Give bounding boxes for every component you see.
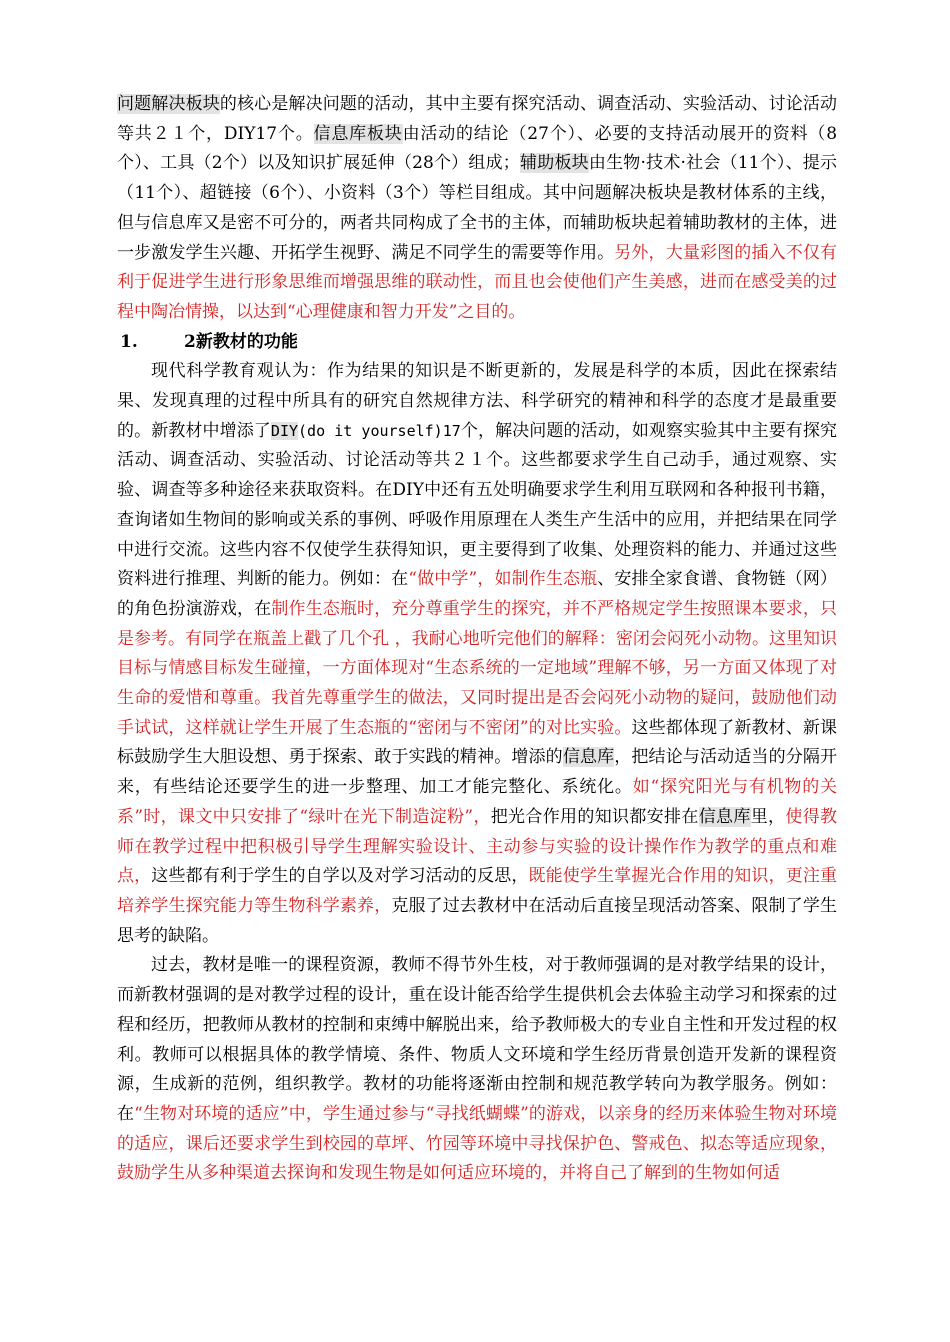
text-run: 这些都有利于学生的自学以及对学习活动的反思， [151, 866, 529, 887]
text-run: 、安排全家食谱、食物链（网）的角色扮演游戏，在 [117, 569, 838, 619]
red-text-run: 既能使学生掌握光合作用的知识，更注重培养学生探究能力等生物科学素养， [117, 866, 838, 916]
paragraph-function [117, 357, 837, 951]
text-run: 里， [750, 806, 786, 827]
paragraph-modules [117, 90, 837, 328]
highlight-diy: DIY [270, 421, 299, 440]
text-run: 由活动的结论（27个）、必要的支持活动展开的资料（8个）、工具（2个）以及知识扩展延伸（28个）组成； [117, 123, 838, 174]
text-run: 的核心是解决问题的活动，其中主要有探究活动、调查活动、实验活动、讨论活动等共２１个，DIY17个。 [117, 94, 838, 144]
heading-text: 2新教材的功能 [184, 331, 298, 352]
document-page [117, 90, 837, 1189]
red-text-run: 另外，大量彩图的插入不仅有利于促进学生进行形象思维而增强思维的联动性，而且也会使他们产生美感，进而在感受美的过程中陶冶情操，以达到“心理健康和智力开发”之目的。 [117, 242, 838, 322]
highlight-info-library: 信息库 [698, 806, 751, 827]
highlight-info-library: 信息库 [562, 747, 615, 768]
mono-text-run: (do it yourself)17 [298, 421, 461, 440]
highlight-problem-solving: 问题解决板块 [117, 94, 220, 114]
red-text-run: “做中学”，如制作生态瓶 [408, 569, 598, 590]
paragraph-past-textbook [117, 951, 837, 1189]
text-run: ，把结论与活动适当的分隔开来，有些结论还要学生的进一步整理、加工才能完整化、系统化。 [117, 747, 838, 798]
text-run: 个，解决问题的活动，如观察实验其中主要有探究活动、调查活动、实验活动、讨论活动等共２１个。这些都要求学生自己动手，通过观察、实验、调查等多种途径来获取资料。在DIY中还有五处明确要求学生利用互联网和各种报刊书籍，查询诸如生物间的影响或关系的事例、呼吸作用原理在人类生产生活中的应用，并把结果在同学中进行交流。这些内容不仅使学生获得知识，更主要得到了收集、处理资料的能力、并通过这些资料进行推理、判断的能力。例如：在 [117, 420, 838, 590]
highlight-info-library: 信息库板块 [313, 123, 403, 144]
red-text-run: 如“探究阳光与有机物的关系”时，课文中只安排了“绿叶在光下制造淀粉”， [117, 777, 838, 827]
highlight-auxiliary: 辅助板块 [519, 153, 589, 174]
red-text-run: “生物对环境的适应”中，学生通过参与“寻找纸蝴蝶”的游戏，以亲身的经历来体验生物对环境的适应，课后还要求学生到校园的草坪、竹园等环境中寻找保护色、警戒色、拟态等适应现象，鼓励学生从多种渠道去探询和发现生物是如何适应环境的，并将自己了解到的生物如何适 [117, 1103, 837, 1184]
text-run: 把光合作用的知识都安排在 [490, 806, 699, 827]
section-heading [117, 328, 837, 358]
red-text-run: 使得教师在教学过程中把积极引导学生理解实验设计、主动参与实验的设计操作作为教学的重点和难点， [117, 806, 838, 887]
text-run: 过去，教材是唯一的课程资源，教师不得节外生枝，对于教师强调的是对教学结果的设计，而新教材强调的是对教学过程的设计，重在设计能否给学生提供机会去体验主动学习和探索的过程和经历，把教师从教材的控制和束缚中解脱出来，给予教师极大的专业自主性和开发过程的权利。教师可以根据具体的教学情境、条件、物质人文环境和学生经历背景创造开发新的课程资源，生成新的范例，组织教学。教材的功能将逐渐由控制和规范教学转向为教学服务。例如：在 [117, 955, 837, 1124]
text-run: 克服了过去教材中在活动后直接呈现活动答案、限制了学生思考的缺陷。 [117, 895, 838, 946]
text-run: 这些都体现了新教材、新课标鼓励学生大胆设想、勇于探索、敢于实践的精神。增添的 [117, 717, 838, 768]
red-text-run: 制作生态瓶时，充分尊重学生的探究，并不严格规定学生按照课本要求，只是参考。有同学在瓶盖上戳了几个孔 ，我耐心地听完他们的解释：密闭会闷死小动物。这里知识目标与情感目标发生碰撞，一方面体现对“生态系统的一定地域”理解不够，另一方面又体现了对生命的爱惜和尊重。我首先尊重学生的做法，又同时提出是否会闷死小动物的疑问，鼓励他们动手试试，这样就让学生开展了生态瓶的“密闭与不密闭”的对比实验。 [117, 598, 838, 738]
text-run: 现代科学教育观认为：作为结果的知识是不断更新的，发展是科学的本质，因此在探索结果、发现真理的过程中所具有的研究自然规律方法、科学研究的精神和科学的态度才是最重要的。新教材中增添了 [117, 361, 837, 441]
heading-number: 1. [120, 331, 138, 352]
text-run: 由生物·技术·社会（11个）、提示（11个）、超链接（6个）、小资料（3个）等栏目组成。其中问题解决板块是教材体系的主线，但与信息库又是密不可分的，两者共同构成了全书的主体，而辅助板块起着辅助教材的主体，进一步激发学生兴趣、开拓学生视野、满足不同学生的需要等作用。 [117, 153, 837, 263]
